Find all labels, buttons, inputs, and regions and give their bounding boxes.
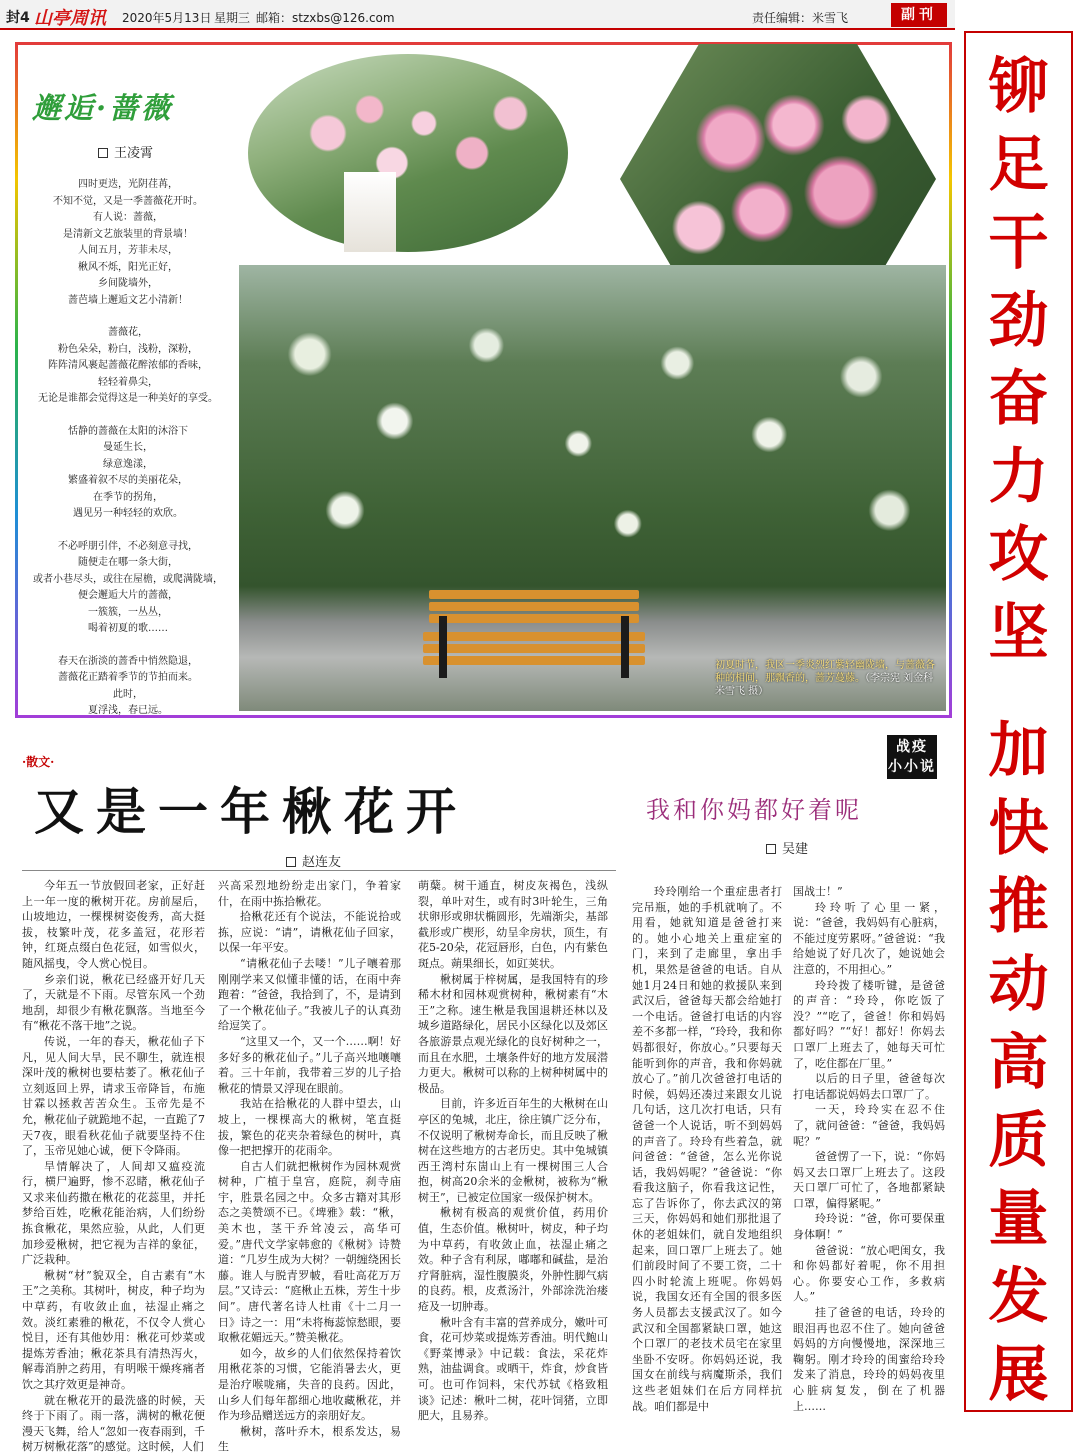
poem-stanza: [22, 539, 234, 638]
story-title: 我和你妈都好着呢: [646, 796, 862, 824]
poem: [22, 177, 234, 736]
paragraph: 玲玲刚给一个重症患者打完吊瓶，她的手机就响了。不用看，她就知道是爸爸打来的。她小心地关上重症室的门，来到了走廊里，拿出手机，果然是爸爸的电话。自从她1月24日和她的救援队来到武汉后，爸爸每天都会给她打一个电话。爸爸打电话的内容差不多都一样，“玲玲，我和你妈都很好，你放心。”只要每天能听到你的声音，我和你妈就放心了。”前几次爸爸打电话的时候，妈妈还凑过来跟女儿说几句话，这几次打电话，只有爸爸一个人说话，听不到妈妈的声音了。玲玲有些着急，就问爸爸：“爸爸，怎么光你说话，我妈妈呢？”爸爸说：“你看我这脑子，你看我这记性，忘了告诉你了，你去武汉的第三天，你妈妈和她们那批退了休的老姐妹们，就自发地组织起来，回口罩厂上班去了。她们前段时间了不要工资，二十四小时轮流上班呢。你妈妈说，我国女还有全国的很多医务人员都去支援武汉了。如今武汉和全国都紧缺口罩，她这个口罩厂的老技术员宅在家里坐卧不安呀。你妈妈还说，我国女在前线与病魔斯杀，我们这些老姐妹们在后方同样抗战。咱们都是中: [632, 885, 782, 1413]
poem-line: 在季节的拐角，: [93, 491, 163, 503]
paragraph: 乡亲们说，楸花已经盛开好几天了，天就是不下雨。尽管东风一个劲地刮，却很少有楸花飘落。当地至今有“楸花不落干地”之说。: [22, 972, 205, 1033]
paragraph: 楸叶含有丰富的营养成分，嫩叶可食，花可炒菜或提炼芳香油。明代鲍山《野菜博录》中记载：食法，采花炸熟，油盐调食。或晒干，炸食，炒食皆可。也可作饲料，宋代苏轼《格致粗谈》记述：楸叶二树，花叶饲猪，立即肥大，且易养。: [418, 1315, 608, 1423]
poem-line: 轻轻着鼻尖，: [98, 376, 158, 388]
poem-line: 恬静的蔷薇在太阳的沐浴下: [68, 425, 188, 437]
paragraph: “这里又一个，又一个……啊！好多好多的楸花仙子。”儿子高兴地嚷嚷着。三十年前，我带着三岁的儿子拾楸花的情景又浮现在眼前。: [218, 1034, 401, 1095]
paragraph: 玲玲说：“爸，你可要保重身体啊！”: [793, 1212, 945, 1242]
poem-line: 阵阵清风裹起蔷薇花醉浓郁的香味，: [48, 360, 208, 371]
photo-caption: [715, 659, 939, 698]
paragraph: 楸树，落叶乔木，根系发达，易生: [218, 1424, 401, 1454]
slogan-char: 快: [988, 794, 1049, 864]
poem-line: 蔷薇花，: [108, 327, 148, 338]
feature-author-name: 王凌霄: [114, 146, 154, 161]
slogan-char: 铆: [988, 52, 1049, 122]
divider: [22, 870, 616, 871]
photo-credit: （李宗宪 刘金科 米雪飞 摄）: [715, 673, 934, 697]
poem-line: 此时，: [113, 688, 143, 700]
poem-line: 蔷薇花正踏着季节的节拍而来。: [58, 672, 198, 683]
paragraph: 楸树属于梓树属，是我国特有的珍稀木材和园林观赏树种，楸树素有“木王”之称。速生楸是我国退耕还林以及城乡道路绿化，居民小区绿化以及郊区各旅游景点观光绿化的良好树种之一，而且在水肥，土壤条件好的地方发展潜力更大。楸树可以称的上树种树属中的极品。: [418, 972, 608, 1095]
paragraph: 国战士！”: [793, 885, 843, 898]
slogan-char: 力: [988, 442, 1049, 512]
slogan-char: 量: [988, 1184, 1049, 1254]
slogan-char: 攻: [988, 520, 1049, 590]
poem-line: 绿意逸漾，: [103, 458, 153, 470]
bench: [429, 590, 639, 680]
poem-line: 楸风不烁，阳光正好，: [78, 261, 178, 273]
essay-author: [286, 851, 341, 870]
essay-column-2: [218, 878, 401, 1455]
slogan-char: 动: [988, 950, 1049, 1020]
slogan-char: 坚: [988, 598, 1049, 668]
slogan-char: 展: [988, 1340, 1049, 1410]
bench-hedge-photo: [239, 265, 946, 711]
poem-line: 一簇簇，一丛丛，: [88, 606, 168, 618]
essay-column-1: [22, 878, 205, 1455]
paragraph: 就在楸花开的最洗盛的时候，天终于下雨了。雨一落，满树的楸花便漫天飞舞，给人“忽如一夜春雨到，千树万树楸花落”的感觉。这时候，人们: [22, 1393, 205, 1454]
paragraph: 旱情解决了，人间却又瘟疫流行，横尸遍野，惨不忍睹，楸花仙子又求来仙药撒在楸花的花蕊里，并托梦给百姓，吃楸花能治病，人们纷纷拣食楸花，果然应验，从此，人们更加珍爱楸树，把它视为吉祥的象征，广泛栽种。: [22, 1159, 205, 1267]
poem-line: 有人说：蔷薇，: [93, 212, 163, 223]
paragraph: “请楸花仙子去喽！”儿子嚷着那刚刚学来又似懂非懂的话，在雨中奔跑着：“爸爸，我拾到了，不，是请到了一个楸花仙子。”我被儿子的认真劲给逗笑了。: [218, 956, 401, 1033]
story-badge-line1: 战疫: [896, 739, 928, 755]
paragraph: 我站在拾楸花的人群中望去，山坡上，一棵棵高大的楸树，笔直挺拔，繁色的花夹杂着绿色的树叶，真像一把把撑开的花雨伞。: [218, 1097, 401, 1158]
section-label: 副刊: [891, 3, 947, 27]
paragraph: 玲玲听了心里一紧，说：“爸爸，我妈妈有心脏病，不能过度劳累呀。”爸爸说：“我给她说了好几次了，她说她会注意的，不用担心。”: [793, 900, 945, 976]
paragraph: 挂了爸爸的电话，玲玲的眼泪再也忍不住了。她向爸爸妈妈的方向慢慢地，深深地三鞠躬。刚才玲玲的闺蜜给玲玲发来了消息，玲玲的妈妈夜里心脏病复发，倒在了机器上……: [793, 1306, 945, 1413]
paragraph: 爸爸愣了一下，说：“你妈妈又去口罩厂上班去了。这段天口罩厂可忙了，各地都紧缺口罩，偏得紧呢。”: [793, 1150, 945, 1210]
poem-line: 不知不觉，又是一季蔷薇花开时。: [53, 195, 203, 207]
essay-title: 又是一年楸花开: [34, 782, 468, 841]
essay-kicker: ·散文·: [22, 755, 55, 769]
story-author-name: 吴建: [782, 842, 809, 857]
issue-weekday: 星期三: [214, 11, 251, 25]
rose-wall-photo: [248, 54, 568, 252]
contact-email: 邮箱：stzxbs@126.com: [256, 11, 395, 25]
slogan-char: 足: [988, 130, 1049, 200]
slogan-char: 质: [988, 1106, 1049, 1176]
slogan-char: 奋: [988, 364, 1049, 434]
story-badge-line2: 小小说: [888, 759, 936, 775]
poem-stanza: [22, 177, 234, 309]
poem-line: 便会邂逅大片的蔷薇，: [78, 590, 178, 601]
poem-line: 乡间陇墙外，: [98, 278, 158, 289]
poem-line: 蔷芭墙上邂逅文艺小清新！: [68, 294, 188, 306]
issue-date: 2020年5月13日: [122, 11, 212, 25]
poem-line: 或者小巷尽头，或往在屋檐，或爬满陇墙，: [33, 573, 223, 585]
paragraph: 自古人们就把楸树作为园林观赏树种，广植于皇宫，庭院，刹寺庙宇，胜景名园之中。众多古籍对其形态之美赞颂不已。《埤雅》载：“楸，美木也，茎干乔耸凌云，高华可爱。”唐代文学家韩愈的《楸树》诗赞道：“几岁生成为大树？一朝缠绕困长藤。谁人与脱青罗帔，看吐高花万万层。”又诗云：“庭楸止五株，芳生十步间”。唐代著名诗人杜甫《十二月一日》诗之一：用“未将梅蕊惊愁眼，要取楸花媚远天。”赞美楸花。: [218, 1159, 401, 1345]
essay-author-name: 赵连友: [302, 855, 342, 870]
slogan-line-2: [964, 712, 1073, 1414]
photo-caption-text: 初夏时节，我区一季炎烈红紫轻幽陇墙，与蔷薇各种的相间，那飘香的，蔷芳蔓藤。: [715, 660, 935, 684]
slogan-char: 推: [988, 872, 1049, 942]
paragraph: 传说，一年的春天，楸花仙子下凡，见人间大旱，民不聊生，就连根深叶茂的楸树也要枯萎了。楸花仙子立刻返回上界，请求玉帝降旨，布施甘霖以拯救苦苦众生。玉帝先是不允，楸花仙子就跪地不起，一直跪了7天7夜，眼看秋花仙子就要坚持不住了，玉帝见她心诚，便下令降雨。: [22, 1034, 205, 1158]
paragraph: 楸树有极高的观赏价值，药用价值，生态价值。楸树叶，树皮，种子均为中草药，有收敛止血，祛湿止痛之效。种子含有利尿，嘟嘟和碱盐，是治疗肾脏病，湿性腹膜炎，外肿性脚气病的良药。根，皮煮汤汁，外部涂洗治瘘疮及一切肿毒。: [418, 1206, 608, 1314]
poem-line: 是清新文艺旅装里的背景墙！: [63, 228, 193, 240]
responsible-editor: 责任编辑：米雪飞: [752, 11, 849, 25]
poem-line: 不必呼朋引伴，不必刻意寻找，: [58, 540, 198, 552]
story-author: [766, 838, 808, 857]
feature-author: [98, 142, 153, 161]
paragraph: 以后的日子里，爸爸每次打电话都说妈妈去口罩厂了。: [793, 1072, 945, 1101]
poem-line: 繁盛着叙不尽的美丽花朵，: [68, 475, 188, 486]
poem-line: 春天在浙淡的蔷香中悄然隐退，: [58, 655, 198, 667]
paragraph: 一天，玲玲实在忍不住了，就问爸爸：“爸爸，我妈妈呢？”: [793, 1103, 945, 1148]
poem-line: 曼延生长，: [103, 442, 153, 453]
story-badge: [887, 735, 937, 779]
newspaper-name: 山亭周讯: [34, 8, 106, 29]
page-number: 封4: [6, 10, 30, 26]
poem-stanza: [22, 424, 234, 523]
poem-line: 无论是谁都会觉得这是一种美好的享受。: [38, 393, 218, 404]
story-column-1: [632, 884, 782, 1414]
poem-stanza: [22, 325, 234, 408]
paragraph: 玲玲拨了楼听键，是爸爸的声音：“玲玲，你吃饭了没？”“吃了，爸爸！你和妈妈都好吗？”“好！都好！你妈去口罩厂上班去了，她每天可忙了，吃住都在厂里。”: [793, 978, 945, 1070]
slogan-char: 劲: [988, 286, 1049, 356]
slogan-char: 高: [988, 1028, 1049, 1098]
paragraph: 目前，许多近百年生的大楸树在山亭区的兔城，北庄，徐庄镇广泛分布，不仅说明了楸树寿命长，而且反映了楸树在这些地方的古老历史。其中兔城镇西王湾村东崮山上有一棵树围三人合抱，树高20余米的金楸树，被称为“楸树王”，已被定位国家一级保护树木。: [418, 1097, 608, 1204]
page-header: [0, 0, 955, 30]
feature-title: 邂逅·蔷薇: [32, 91, 174, 125]
poem-line: 粉色朵朵，粉白，浅粉，深粉，: [58, 343, 198, 355]
paragraph: 楸树“材”貌双全，自古素有“木王”之美称。其树叶，树皮，种子均为中草药，有收敛止血，祛湿止痛之效。淡红素雅的楸花，不仅令人赏心悦目，还有其他妙用：楸花可炒菜或提炼芳香油；楸花茶具有清热泻火，解毒消肿之药用，有明喉干燥疼痛者饮之其疗效更是神奇。: [22, 1268, 205, 1391]
poem-line: 遇见另一种轻轻的欢欣。: [73, 508, 183, 519]
poem-line: 随便走在哪一条大街，: [78, 557, 178, 568]
paragraph: 今年五一节放假回老家，正好赶上一年一度的楸树开花。房前屋后，山坡地边，一棵棵树姿俊秀，高大挺拔，枝繁叶茂，花多盖冠，花形若钟，红斑点缀白色花冠，如雪似火，随风摇曳，令人赏心悦目。: [22, 879, 205, 970]
essay-column-3: [418, 878, 608, 1424]
paragraph: 如今，故乡的人们依然保持着饮用楸花茶的习惯，它能消暑去火，更是治疗喉咙痛，失音的良药。因此，山乡人们每年都细心地收藏楸花，并作为珍品赠送远方的亲朋好友。: [218, 1346, 401, 1423]
poem-line: 人间五月，芳菲未尽，: [78, 245, 178, 256]
slogan-char: 干: [988, 208, 1049, 278]
paragraph: 拾楸花还有个说法，不能说拾或拣，应说：“请”，请楸花仙子回家，以保一年平安。: [218, 910, 401, 955]
story-column-2: [793, 884, 945, 1414]
slogan-line-1: [964, 48, 1073, 672]
paragraph: 兴高采烈地纷纷走出家门，争着家什，在雨中拣拾楸花。: [218, 879, 401, 908]
paragraph: 爸爸说：“放心吧闺女，我和你妈都好着呢，你不用担心。你要安心工作，多救病人。”: [793, 1243, 945, 1304]
poem-line: 喝着初夏的歌……: [88, 623, 168, 634]
paragraph: 萌蘖。树干通直，树皮灰褐色，浅纵裂，单叶对生，或有时3叶轮生，三角状卵形或卵状椭圆形，先端渐尖，基部截形或广楔形，幼呈伞房状，顶生，有花5-20朵，花冠唇形，白色，内有紫色斑点。蒴果细长，如豇荚状。: [418, 879, 608, 970]
poem-line: 四时更迭，光阴荏苒，: [78, 179, 178, 190]
poem-line: 夏浮浅，春已远。: [88, 705, 168, 716]
poem-stanza: [22, 654, 234, 720]
slogan-char: 发: [988, 1262, 1049, 1332]
slogan-char: 加: [988, 716, 1049, 786]
